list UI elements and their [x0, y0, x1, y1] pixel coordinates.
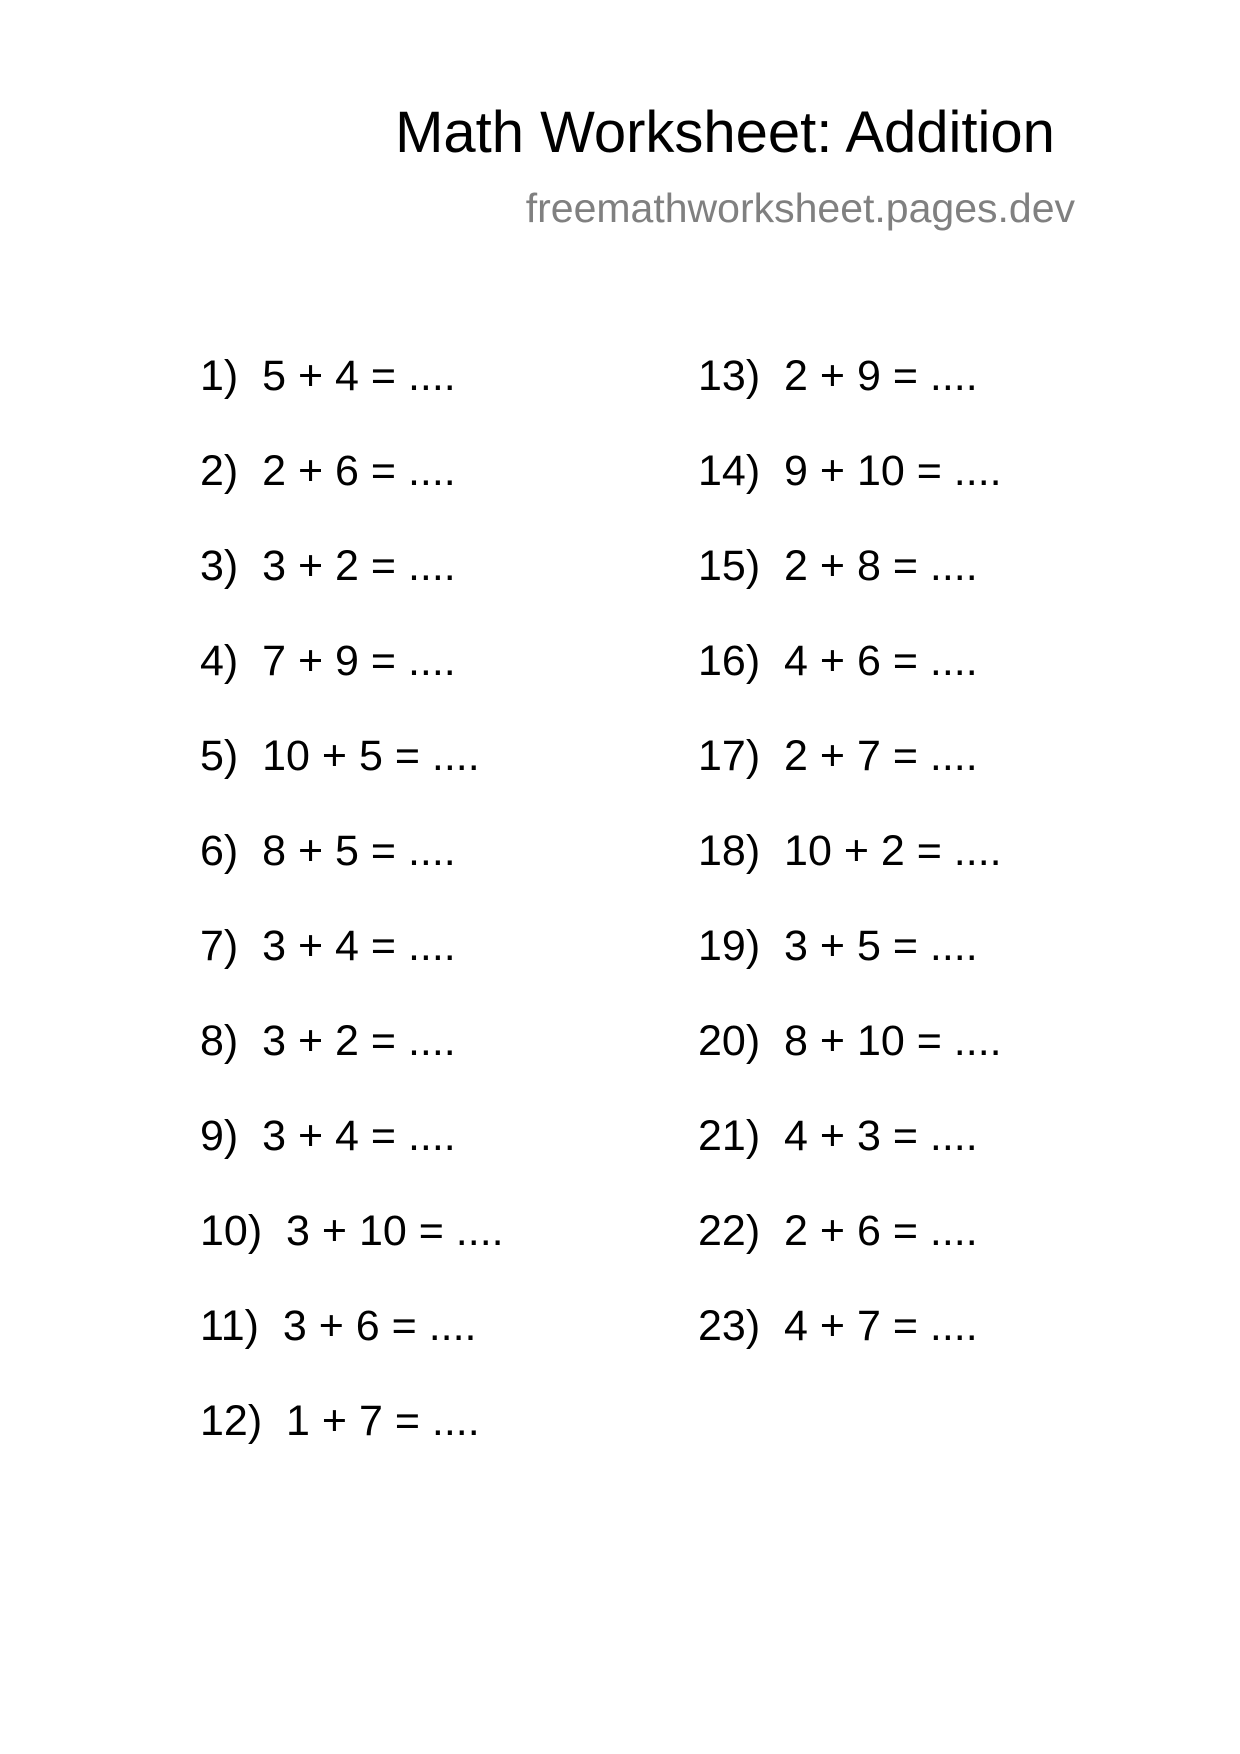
- problem-8: 8) 3 + 2 = ....: [200, 1017, 456, 1065]
- problem-20: 20) 8 + 10 = ....: [698, 1017, 1002, 1065]
- problem-11: 11) 3 + 6 = ....: [200, 1302, 477, 1350]
- problems-column-left: [200, 350, 504, 1490]
- worksheet-title: Math Worksheet: Addition: [395, 100, 1055, 165]
- problem-4: 4) 7 + 9 = ....: [200, 637, 456, 685]
- problems-column-right: [698, 350, 1002, 1395]
- problem-9: 9) 3 + 4 = ....: [200, 1112, 456, 1160]
- problem-2: 2) 2 + 6 = ....: [200, 447, 456, 495]
- problem-22: 22) 2 + 6 = ....: [698, 1207, 978, 1255]
- problem-19: 19) 3 + 5 = ....: [698, 922, 978, 970]
- problem-13: 13) 2 + 9 = ....: [698, 352, 978, 400]
- problem-1: 1) 5 + 4 = ....: [200, 352, 456, 400]
- problem-23: 23) 4 + 7 = ....: [698, 1302, 978, 1350]
- problem-16: 16) 4 + 6 = ....: [698, 637, 978, 685]
- problem-7: 7) 3 + 4 = ....: [200, 922, 456, 970]
- problem-21: 21) 4 + 3 = ....: [698, 1112, 978, 1160]
- problem-17: 17) 2 + 7 = ....: [698, 732, 978, 780]
- problem-5: 5) 10 + 5 = ....: [200, 732, 480, 780]
- problem-10: 10) 3 + 10 = ....: [200, 1207, 504, 1255]
- problem-14: 14) 9 + 10 = ....: [698, 447, 1002, 495]
- problem-12: 12) 1 + 7 = ....: [200, 1397, 480, 1445]
- worksheet-source-url: freemathworksheet.pages.dev: [525, 185, 1075, 231]
- problem-15: 15) 2 + 8 = ....: [698, 542, 978, 590]
- problem-3: 3) 3 + 2 = ....: [200, 542, 456, 590]
- problem-18: 18) 10 + 2 = ....: [698, 827, 1002, 875]
- problem-6: 6) 8 + 5 = ....: [200, 827, 456, 875]
